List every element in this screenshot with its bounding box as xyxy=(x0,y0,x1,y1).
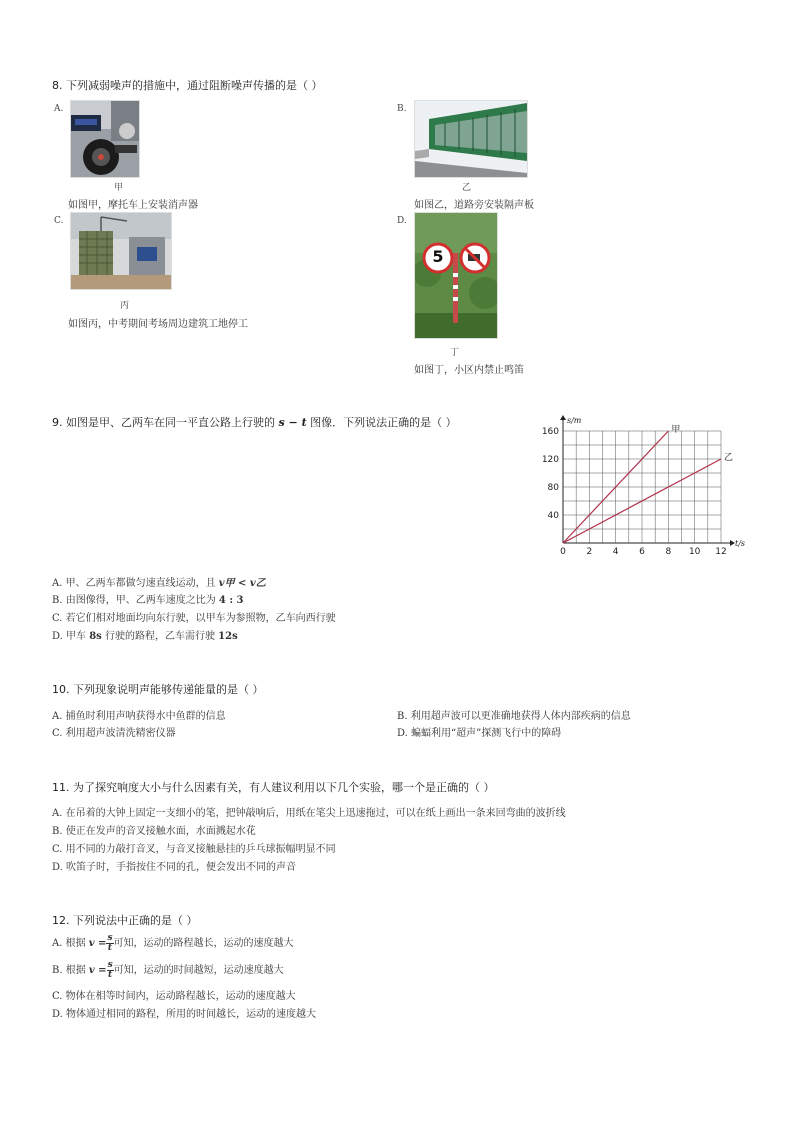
q9-option-d-math-1: 8s xyxy=(89,631,102,642)
y-tick-label: 80 xyxy=(547,483,559,493)
q12-option-a-v: v = xyxy=(88,938,107,949)
q12-option-d[interactable]: D. 物体通过相同的路程，所用的时间越长，运动的速度越大 xyxy=(52,1009,317,1020)
x-axis-label: t/s xyxy=(735,539,746,548)
y-tick-label: 160 xyxy=(541,427,559,437)
q8-option-d-caption: 如图丁，小区内禁止鸣笛 xyxy=(414,365,524,376)
series-label-jia: 甲 xyxy=(671,425,681,435)
q12-option-a[interactable] xyxy=(52,934,294,953)
no-honking-sign-photo xyxy=(414,212,498,339)
motorcycle-photo xyxy=(70,100,140,178)
q11-option-a[interactable]: A. 在吊着的大钟上固定一支细小的笔，把钟敲响后，用纸在笔尖上迅速拖过，可以在纸上画出一条来回弯曲的波折线 xyxy=(52,808,566,819)
q11-option-b[interactable]: B. 使正在发声的音叉接触水面，水面溅起水花 xyxy=(52,826,256,837)
q9-option-a[interactable] xyxy=(52,574,266,589)
q12-option-c[interactable]: C. 物体在相等时间内，运动路程越长，运动的速度越大 xyxy=(52,991,296,1002)
q9-stem-post: 图像．下列说法正确的是（ ） xyxy=(306,416,457,429)
x-tick-label: 0 xyxy=(560,547,566,557)
q12-option-a-fraction xyxy=(106,934,113,953)
q8-figure-label-ding: 丁 xyxy=(450,348,460,358)
q12-option-b-fraction xyxy=(107,961,114,980)
y-tick-label: 40 xyxy=(547,511,559,521)
q8-option-a-caption: 如图甲，摩托车上安装消声器 xyxy=(68,200,198,211)
q8-option-d-letter: D. xyxy=(397,216,407,226)
q12-stem: 12. 下列说法中正确的是（ ） xyxy=(52,914,198,927)
q8-stem: 8. 下列减弱噪声的措施中，通过阻断噪声传播的是（ ） xyxy=(52,79,323,92)
q11-option-d[interactable]: D. 吹笛子时，手指按住不同的孔，便会发出不同的声音 xyxy=(52,862,297,873)
x-tick-label: 10 xyxy=(688,547,701,557)
q9-option-d-math-2: 12s xyxy=(218,631,238,642)
q12-option-b-text-1: B. 根据 xyxy=(52,965,89,976)
q9-option-d[interactable] xyxy=(52,627,238,642)
fraction-denominator: t xyxy=(107,943,113,953)
q10-option-b[interactable]: B. 利用超声波可以更准确地获得人体内部疾病的信息 xyxy=(397,711,631,722)
q9-option-b-text: B. 由图像得，甲、乙两车速度之比为 xyxy=(52,595,219,606)
q12-option-b[interactable] xyxy=(52,961,284,980)
q9-option-d-text-2: 行驶的路程，乙车需行驶 xyxy=(101,631,219,642)
y-axis-label: s/m xyxy=(567,416,582,425)
x-tick-label: 12 xyxy=(715,547,727,557)
q8-figure-label-yi: 乙 xyxy=(462,183,472,193)
x-tick-label: 4 xyxy=(612,547,619,557)
sound-barrier-photo xyxy=(414,100,528,178)
q12-option-a-text-2: 可知，运动的路程越长，运动的速度越大 xyxy=(113,938,294,949)
q11-option-c[interactable]: C. 用不同的力敲打音叉，与音叉接触悬挂的乒乓球振幅明显不同 xyxy=(52,844,336,855)
q9-option-a-text: A. 甲、乙两车都做匀速直线运动，且 xyxy=(52,578,219,589)
s-t-chart xyxy=(530,410,750,560)
q8-option-c-letter: C. xyxy=(54,216,64,226)
q11-stem: 11. 为了探究响度大小与什么因素有关，有人建议利用以下几个实验，哪一个是正确的（ ） xyxy=(52,781,495,794)
q9-stem xyxy=(52,414,457,430)
construction-site-photo xyxy=(70,212,172,290)
series-label-yi: 乙 xyxy=(724,453,734,463)
q9-option-d-text-1: D. 甲车 xyxy=(52,631,90,642)
q10-stem: 10. 下列现象说明声能够传递能量的是（ ） xyxy=(52,683,264,696)
q9-option-a-math: v甲 < v乙 xyxy=(218,578,266,589)
q10-option-d[interactable]: D. 蝙蝠利用“超声”探测飞行中的障碍 xyxy=(397,728,562,739)
q9-option-b[interactable] xyxy=(52,591,243,606)
fraction-numerator: s xyxy=(107,960,113,970)
q9-stem-pre: 9. 如图是甲、乙两车在同一平直公路上行驶的 xyxy=(52,416,279,429)
x-tick-label: 2 xyxy=(586,547,593,557)
q12-option-b-text-2: 可知，运动的时间越短，运动速度越大 xyxy=(113,965,284,976)
q8-option-b-letter: B. xyxy=(397,104,407,114)
q8-option-b-caption: 如图乙，道路旁安装隔声板 xyxy=(414,200,534,211)
s-t-chart-svg xyxy=(530,410,750,560)
x-tick-label: 6 xyxy=(639,547,645,557)
q8-figure-label-bing: 丙 xyxy=(120,301,130,311)
q9-option-b-math: 4 : 3 xyxy=(218,595,244,606)
fraction-denominator: t xyxy=(108,970,113,980)
q8-figure-label-jia: 甲 xyxy=(114,183,124,193)
q10-option-c[interactable]: C. 利用超声波清洗精密仪器 xyxy=(52,728,176,739)
x-tick-label: 8 xyxy=(665,547,672,557)
q9-option-c[interactable]: C. 若它们相对地面均向东行驶，以甲车为参照物，乙车向西行驶 xyxy=(52,613,336,624)
q8-option-c-caption: 如图丙，中考期间考场周边建筑工地停工 xyxy=(68,319,248,330)
q8-option-a-letter: A. xyxy=(54,104,64,114)
q12-option-b-v: v = xyxy=(88,965,107,976)
speed-limit-number: 5 xyxy=(432,247,444,266)
fraction-numerator: s xyxy=(107,933,113,943)
q9-stem-math: s − t xyxy=(278,416,307,429)
q10-option-a[interactable]: A. 捕鱼时利用声呐获得水中鱼群的信息 xyxy=(52,711,226,722)
y-tick-label: 120 xyxy=(541,455,559,465)
q12-option-a-text-1: A. 根据 xyxy=(52,938,89,949)
y-axis-arrow xyxy=(560,415,566,420)
